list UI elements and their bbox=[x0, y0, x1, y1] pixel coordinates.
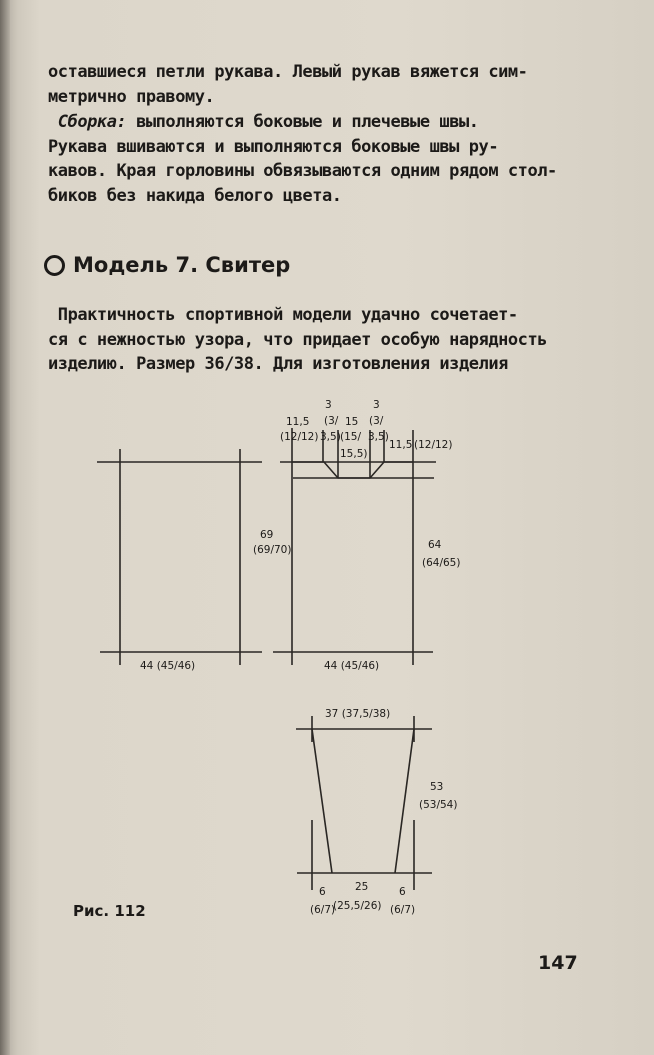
front-shoulder-left-sizes: (12/12) bbox=[280, 431, 319, 443]
sleeve-height-sizes: (53/54) bbox=[419, 799, 458, 811]
front-neck-side-right-bot: 3,5) bbox=[368, 431, 389, 443]
back-width-label: 44 (45/46) bbox=[140, 660, 196, 672]
assembly-line1-rest: выполняются боковые и плечевые швы. bbox=[126, 112, 479, 132]
back-height-sizes: (69/70) bbox=[253, 544, 292, 556]
text-line: ся с нежностью узора, что придает особую нарядность bbox=[48, 329, 548, 350]
front-piece bbox=[273, 399, 460, 672]
sleeve-cuff-center-sizes: (25,5/26) bbox=[333, 900, 382, 912]
front-neck-center-label: 15 bbox=[345, 416, 359, 428]
front-neck-center-mid: (15/ bbox=[340, 431, 361, 443]
front-neck-side-left-mid: (3/ bbox=[324, 415, 339, 427]
front-neck-side-left-top: 3 bbox=[325, 399, 332, 411]
sleeve-cuff-right-sizes: (6/7) bbox=[390, 904, 416, 916]
figure-caption: Рис. 112 bbox=[73, 902, 146, 920]
front-width-label: 44 (45/46) bbox=[324, 660, 380, 672]
text-line: метрично правому. bbox=[48, 86, 215, 107]
text-line: кавов. Края горловины обвязываются одним рядом стол- bbox=[48, 161, 557, 181]
front-height-label: 64 bbox=[428, 539, 442, 551]
text-line: биков без накида белого цвета. bbox=[48, 185, 342, 206]
front-neck-side-right-top: 3 bbox=[373, 399, 380, 411]
sleeve-piece bbox=[296, 708, 457, 916]
front-neck-side-left-bot: 3,5) bbox=[320, 431, 341, 443]
assembly-lead-in: Сборка: bbox=[57, 112, 127, 132]
text-line: Практичность спортивной модели удачно сочетает- bbox=[57, 305, 518, 325]
front-neck-center-bot: 15,5) bbox=[340, 448, 368, 460]
back-height-label: 69 bbox=[260, 529, 274, 541]
sleeve-right-edge bbox=[395, 729, 414, 873]
front-neck-side-right-mid: (3/ bbox=[369, 415, 384, 427]
text-line: оставшиеся петли рукава. Левый рукав вяжется сим- bbox=[48, 62, 528, 82]
sleeve-cuff-center-label: 25 bbox=[355, 881, 369, 893]
front-neckline bbox=[292, 462, 413, 478]
sleeve-top-label: 37 (37,5/38) bbox=[325, 708, 391, 720]
text-line: Рукава вшиваются и выполняются боковые швы ру- bbox=[48, 136, 499, 157]
front-shoulder-right-label: 11,5 bbox=[389, 439, 413, 451]
sleeve-cuff-left-label: 6 bbox=[319, 886, 326, 898]
sleeve-left-edge bbox=[312, 729, 332, 873]
text-line: изделию. Размер 36/38. Для изготовления изделия bbox=[48, 354, 508, 374]
page-number: 147 bbox=[538, 952, 578, 974]
section-heading-text: Модель 7. Свитер bbox=[73, 253, 291, 277]
back-piece bbox=[97, 449, 291, 672]
front-shoulder-left-label: 11,5 bbox=[286, 416, 310, 428]
sleeve-height-label: 53 bbox=[430, 781, 444, 793]
sleeve-cuff-left-sizes: (6/7) bbox=[310, 904, 336, 916]
front-height-sizes: (64/65) bbox=[422, 557, 461, 569]
front-shoulder-right-sizes: (12/12) bbox=[414, 439, 453, 451]
sleeve-cuff-right-label: 6 bbox=[399, 886, 406, 898]
